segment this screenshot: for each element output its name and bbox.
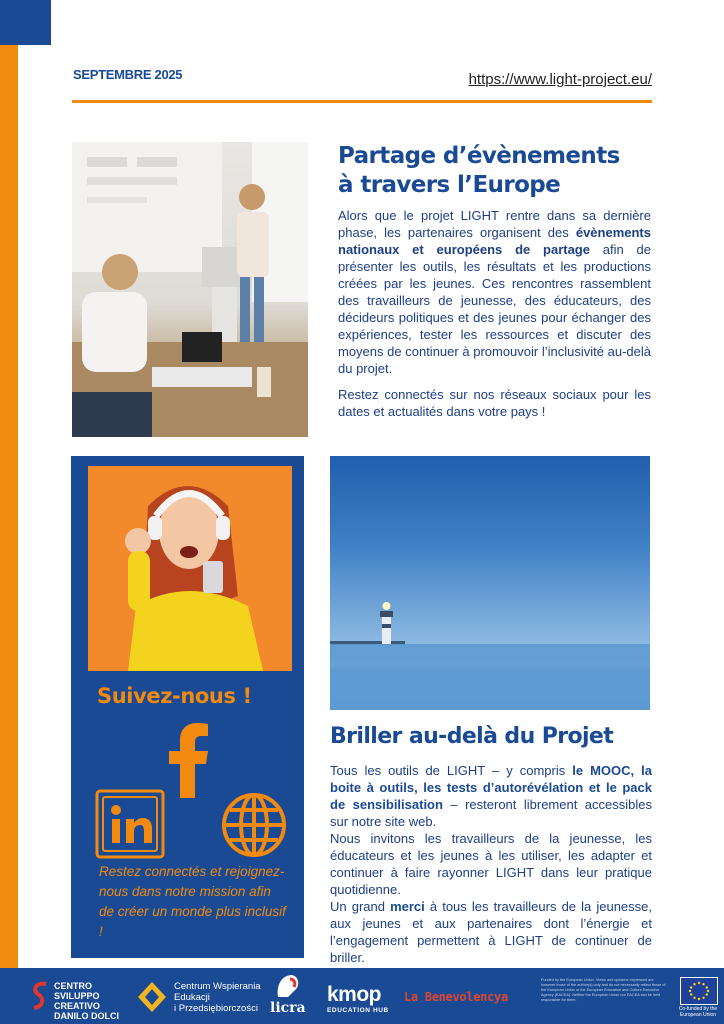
linkedin-icon[interactable] [95,789,165,859]
young-woman-illustration [88,466,292,671]
partner-la-benevolencya: La Benevolencya [404,990,508,1004]
facebook-icon[interactable] [167,722,211,798]
blue-corner-block [0,0,51,45]
eu-stars-icon [681,978,717,1004]
section-title-shine-beyond: Briller au-delà du Projet [330,724,614,749]
licra-logo-icon [274,973,302,999]
orange-side-bar [0,0,18,968]
partner-cwep [174,981,274,1014]
partner-cdd [54,981,134,1021]
text-bold: le MOOC, la boite à outils, les tests d’autorévélation et le pack de sensibilisation [330,763,652,812]
text-bold: évènements nationaux et européens de partage [338,225,651,257]
eu-disclaimer: Funded by the European Union. Views and opinions expressed are however those of the author(s) only and do not necessarily reflect those of the European Union or the European Education and Culture Executive Agency (EACEA). Neither the European Union nor EACEA can be held responsible for them. [541,978,666,1002]
partner-text: Centrum Wspierania [174,981,261,992]
section-title-sharing-events [338,142,658,200]
cdd-logo-icon [30,980,50,1012]
partner-text: DANILO DOLCI [54,1011,119,1021]
tools-paragraph [330,762,652,830]
lighthouse-photo [330,456,650,710]
follow-us-title: Suivez-nous ! [97,684,252,708]
lighthouse-illustration [330,456,650,710]
globe-icon[interactable] [219,790,289,860]
newsletter-date: SEPTEMBRE 2025 [73,67,183,82]
invite-paragraph: Nous invitons les travailleurs de la jeunesse, les éducateurs et les jeunes à les utiliser, les adapter et continuer à faire rayonner LIGHT dans leur pratique quotidienne. [330,831,652,897]
text-run: à tous les travailleurs de la jeunesse, aux jeunes et aux partenaires dont l’énergie et l’engagement permettent à LIGHT de continuer de briller. [330,899,652,965]
text-bold: merci [390,899,425,914]
partner-licra: licra [270,1000,306,1016]
text-run: Tous les outils de LIGHT – y compris [330,763,573,778]
stay-connected-paragraph: Restez connectés sur nos réseaux sociaux pour les dates et actualités dans votre pays ! [338,387,651,419]
text-run: Un grand [330,899,391,914]
young-woman-photo [88,466,292,671]
text-run: Alors que le projet LIGHT rentre dans sa dernière phase, les partenaires organisent des [338,208,651,240]
partner-text: i Przedsiębiorczości [174,1003,258,1014]
meeting-photo [72,142,308,437]
partner-text: Edukacji [174,992,210,1003]
eu-flag-icon [680,977,718,1005]
thanks-paragraph [330,898,652,966]
title-line-2: à travers l’Europe [338,172,561,198]
partner-kmop: kmop [327,983,382,1006]
text-run: afin de présenter les outils, les résultats et les productions créées par les jeunes. Ces rencontres rassemblent des travailleurs de jeunesse, des éducateurs, des décideurs politiques et des jeunes pour échanger des expériences, tester les ressources et discuter des moyens de continuer à promouvoir l’inclusivité au-delà du projet. [338,242,651,376]
partner-text: CREATIVO [54,1001,100,1011]
partner-kmop-subtitle: EDUCATION HUB [327,1007,389,1014]
meeting-photo-illustration [72,142,308,437]
website-link[interactable]: https://www.light-project.eu/ [468,71,652,88]
eu-cofunded-caption: Co-funded by the European Union [678,1006,718,1018]
partner-text: CENTRO SVILUPPO [54,981,100,1001]
shine-beyond-paragraph [330,762,652,966]
follow-us-text: Restez connectés et rejoignez-nous dans notre mission afin de créer un monde plus inclusif ! [99,864,286,939]
cwep-logo-icon [136,980,168,1014]
follow-us-panel [71,456,304,958]
sharing-events-paragraph [338,207,651,377]
title-line-1: Partage d’évènements [338,143,620,169]
header-divider [72,100,652,103]
text-run: – resteront librement accessibles sur notre site web. [330,797,652,829]
partners-footer [0,968,724,1024]
